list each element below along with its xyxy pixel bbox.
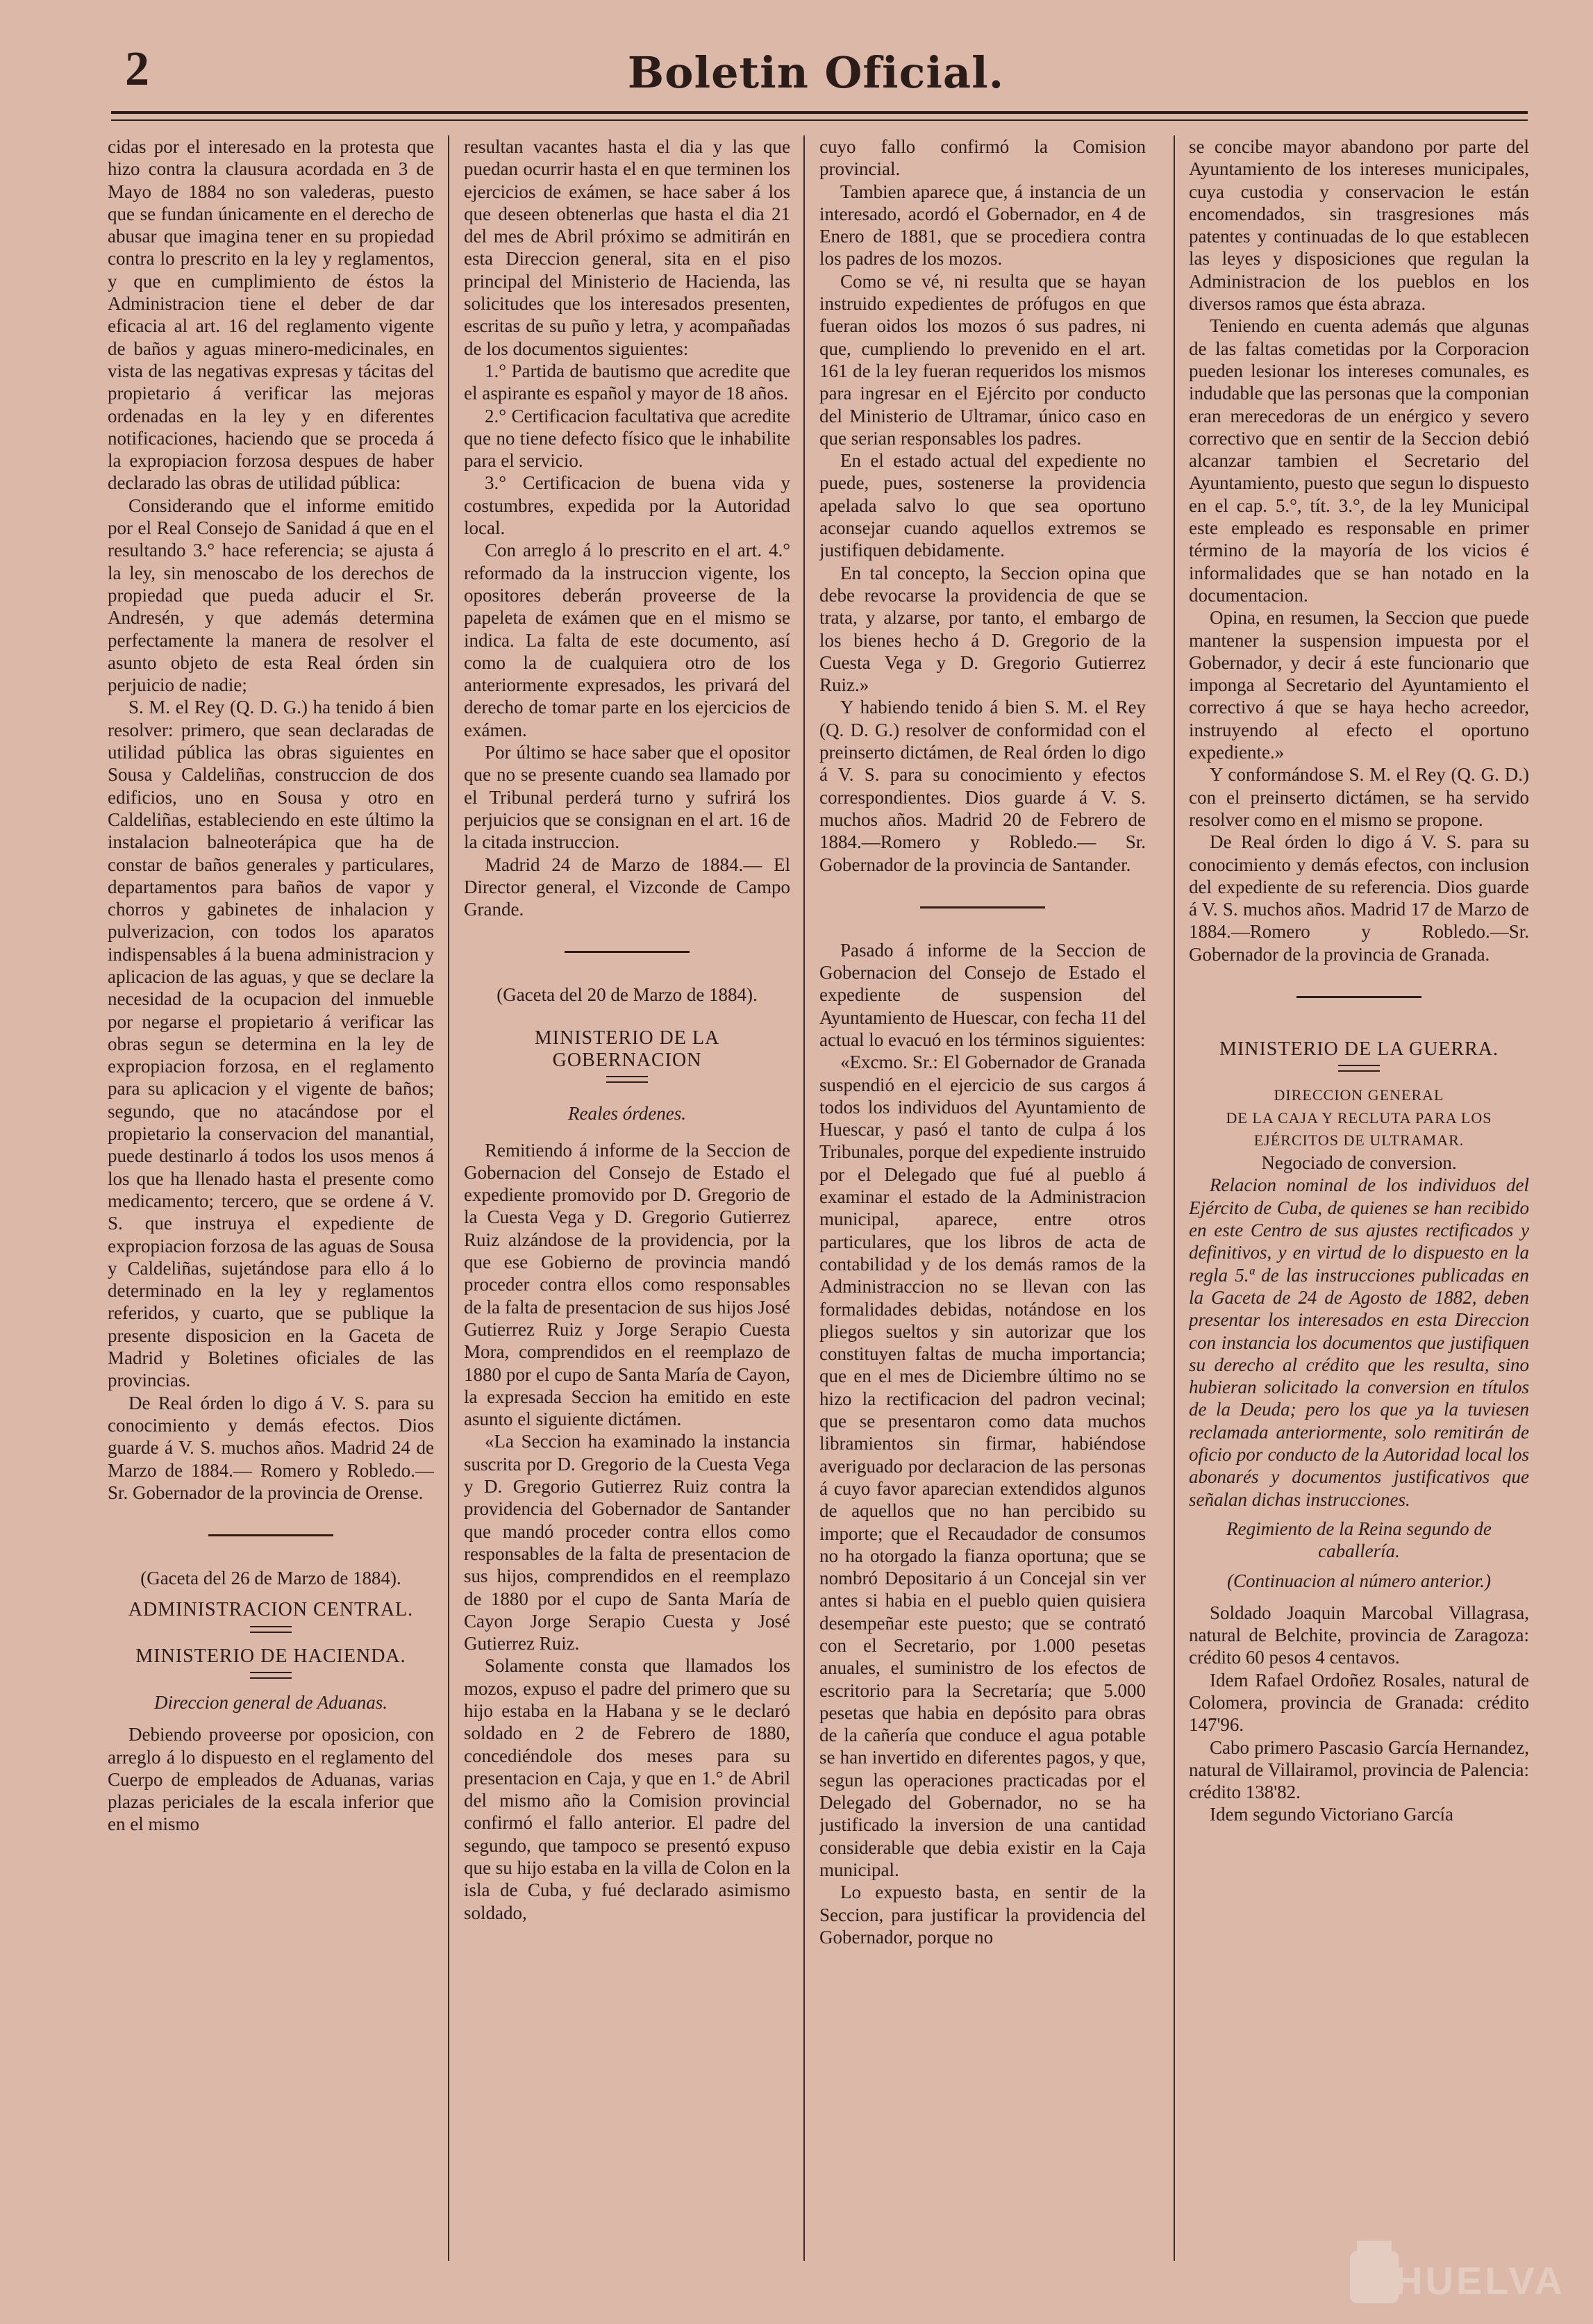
column-1 xyxy=(108,135,434,2247)
paragraph: Como se vé, ni resulta que se hayan instruido expedientes de prófugos en que fueran oidos los mozos ó sus padres, ni que, cumpliendo lo prevenido en el art. 161 de la ley fueran requeridos los mismos para ingresar en el Ejército por conducto del Ministerio de Ultramar, único caso en que serian responsables los padres. xyxy=(819,270,1146,449)
paragraph: Pasado á informe de la Seccion de Gobernacion del Consejo de Estado el expediente de suspension del Ayuntamiento de Huescar, con fecha 11 del actual lo evacuó en los términos siguientes: xyxy=(819,939,1146,1050)
archive-watermark xyxy=(1336,2234,1565,2310)
regiment-heading: Regimiento de la Reina segundo de caballería. xyxy=(1226,1518,1492,1562)
direction-heading: Direccion general de Aduanas. xyxy=(154,1692,387,1713)
section-rule xyxy=(208,1534,333,1536)
column-2 xyxy=(464,135,790,2247)
paragraph: 1.° Partida de bautismo que acredite que el aspirante es español y mayor de 18 años. xyxy=(464,360,790,404)
paragraph: 2.° Certificacion facultativa que acredite que no tiene defecto físico que le inhabilite para el servicio. xyxy=(464,405,790,472)
column-divider xyxy=(803,135,805,2261)
paragraph: En tal concepto, la Seccion opina que debe revocarse la providencia de que se trata, y alzarse, por tanto, el embargo de los bienes hecho á D. Gregorio de la Cuesta Vega y D. Gregorio Gutierrez Ruiz.» xyxy=(819,562,1146,696)
list-item: Cabo primero Pascasio García Hernandez, natural de Villairamol, provincia de Palencia: crédito 138'82. xyxy=(1189,1736,1529,1803)
column-4 xyxy=(1189,135,1529,2247)
direction-subheading: DE LA CAJA Y RECLUTA PARA LOS EJÉRCITOS DE ULTRAMAR. xyxy=(1226,1109,1492,1149)
section-rule xyxy=(250,1672,292,1679)
header-rule xyxy=(111,111,1528,121)
paragraph: Opina, en resumen, la Seccion que puede mantener la suspension impuesta por el Gobernador, y decir á este funcionario que imponga al Secretario del Ayuntamiento el correctivo á que se haya hecho acreedor, instruyendo al efecto el oportuno expediente.» xyxy=(1189,607,1529,763)
paragraph: cidas por el interesado en la protesta que hizo contra la clausura acordada en 3 de Mayo de 1884 no son valederas, puesto que se fundan únicamente en el derecho de abusar que imagina tener en su propiedad contra lo prescrito en la ley y reglamentos, y que en cumplimiento de éstos la Administracion tiene el deber de dar eficacia al art. 16 del reglamento vigente de baños y aguas minero-medicinales, en vista de las negativas expresas y tácitas del propietario á verificar las mejoras ordenadas en la ley y en diferentes notificaciones, haciendo que se proceda á la expropiacion forzosa despues de haber declarado las obras de utilidad pública: xyxy=(108,136,434,494)
paragraph: se concibe mayor abandono por parte del Ayuntamiento de los intereses municipales, cuya custodia y conservacion le están encomendados, sin trasgresiones más patentes y continuadas de lo que establecen las leyes y disposiciones que regulan la Administracion de los pueblos en los diversos ramos que ésta abraza. xyxy=(1189,136,1529,315)
paragraph: De Real órden lo digo á V. S. para su conocimiento y demás efectos. Dios guarde á V. S. muchos años. Madrid 24 de Marzo de 1884.— Romero y Robledo.—Sr. Gobernador de la provincia de Orense. xyxy=(108,1392,434,1503)
paragraph: «Excmo. Sr.: El Gobernador de Granada suspendió en el ejercicio de sus cargos á todos los individuos del Ayuntamiento de Huescar, y pasó el tanto de culpa á los Tribunales, porque del expediente instruido por el Delegado que fué al pueblo á examinar el estado de la Administracion municipal, aparece, entre otros particulares, que los libros de acta de contabilidad y de los demás ramos de la Administraccion no se llevan con las formalidades debidas, notándose en los pliegos sueltos y sin autorizar que los constituyen faltas de mucha importancia; que en el mes de Diciembre último no se hizo la rectificacion del padron vecinal; que se presentaron como data muchos libramientos sin firmar, habiéndose averiguado por declaracion de las personas á cuyo favor aparecian extendidos algunos de aquellos que no han percibido su importe; que el Recaudador de consumos no ha otorgado la fianza oportuna; que se nombró Depositario á un Concejal sin ver antes si habia en el pueblo quien quisiera desempeñar este puesto; que se contrató con el Secretario, por 1.000 pesetas anuales, el suministro de los efectos de escritorio para la Secretaría; que 5.000 pesetas que habia en depósito para obras de la cañería que conduce el agua potable se han invertido en diferentes pagos, y que, segun las operaciones practicadas por el Delegado del Gobernador, no se ha justificado la inversion de una cantidad considerable que debia existir en la Caja municipal. xyxy=(819,1052,1146,1880)
section-rule xyxy=(606,1076,648,1083)
subheading: Reales órdenes. xyxy=(568,1103,686,1124)
paragraph: Con arreglo á lo prescrito en el art. 4.° reformado da la instruccion vigente, los opositores deberán proveerse de la papeleta de exámen que en el mismo se indica. La falta de este documento, así como la de cualquiera otro de los anteriormente expresados, les privará del derecho de tomar parte en los ejercicios de exámen. xyxy=(464,540,790,740)
paragraph: Teniendo en cuenta además que algunas de las faltas cometidas por la Corporacion pueden lesionar los intereses comunales, es indudable que las personas que la componian eran merecedoras de un enérgico y severo correctivo que en sentir de la Seccion debió alcanzar tambien el Secretario del Ayuntamiento, puesto que segun lo dispuesto en el cap. 5.°, tít. 3.°, de la ley Municipal este empleado es responsable en primer término de la mayoría de los vicios é informalidades que se han notado en la documentacion. xyxy=(1189,315,1529,606)
paragraph: Remitiendo á informe de la Seccion de Gobernacion del Consejo de Estado el expediente promovido por D. Gregorio de la Cuesta Vega y D. Gregorio Gutierrez Ruiz alzándose de la providencia, por la que ese Gobierno de provincia mandó proceder contra ellos como responsables de la falta de presentacion de sus hijos José Gutierrez Ruiz y Jorge Serapio Cuesta Mora, comprendidos en el reemplazo de 1880 por el cupo de Santa María de Cayon, la expresada Seccion ha emitido en este asunto el siguiente dictámen. xyxy=(464,1139,790,1430)
relacion-paragraph: Relacion nominal de los individuos del Ejército de Cuba, de quienes se han recibido en este Centro de sus ajustes rectificados y definitivos, y en virtud de lo dispuesto en la regla 5.ª de las instrucciones publicadas en la Gaceta de 24 de Agosto de 1882, deben presentar los interesados en esta Direccion con instancia los documentos que justifiquen su derecho al crédito que les resulta, sino hubieran solicitado la conversion en títulos de la Deuda; pero los que ya la tuviesen reclamada anteriormente, solo remitirán de oficio por conducto de la Autoridad local los abonarés y documentos justificativos que señalan dichas instrucciones. xyxy=(1189,1175,1529,1510)
ministry-heading: MINISTERIO DE LA GUERRA. xyxy=(1219,1038,1499,1060)
section-rule xyxy=(920,906,1045,908)
column-divider xyxy=(448,135,449,2261)
direction-heading: DIRECCION GENERAL xyxy=(1274,1086,1444,1104)
paragraph: Por último se hace saber que el opositor que no se presente cuando sea llamado por el Tribunal perderá turno y sufrirá los perjuicios que se consignan en el art. 16 de la citada instruccion. xyxy=(464,742,790,853)
list-item: Soldado Joaquin Marcobal Villagrasa, natural de Belchite, provincia de Zaragoza: crédito 60 pesos 4 centavos. xyxy=(1189,1602,1529,1668)
ministry-heading: MINISTERIO DE HACIENDA. xyxy=(135,1645,406,1667)
negociado-heading: Negociado de conversion. xyxy=(1261,1152,1457,1174)
section-rule xyxy=(1338,1065,1380,1072)
ministry-heading: MINISTERIO DE LA GOBERNACION xyxy=(534,1027,720,1071)
paragraph: Considerando que el informe emitido por el Real Consejo de Sanidad á que en el resultando 3.° hace referencia; se ajusta á la ley, sin menoscabo de los derechos de propiedad que pueda aducir el Sr. Andresén, y que además determina perfectamente la manera de resolver el asunto objeto de esta Real órden sin perjuicio de nadie; xyxy=(108,495,434,696)
column-divider xyxy=(1174,135,1175,2261)
paragraph: Solamente consta que llamados los mozos, expuso el padre del primero que su hijo estaba en la Habana y se le declaró soldado en 2 de Febrero de 1880, concediéndole dos meses para su presentacion en Caja, y que en 1.° de Abril del mismo año la Comision provincial confirmó el fallo anterior. El padre del segundo, que tampoco se presentó expuso que su hijo estaba en la villa de Colon en la isla de Cuba, y fué declarado asimismo soldado, xyxy=(464,1655,790,1923)
gaceta-reference: (Gaceta del 20 de Marzo de 1884). xyxy=(497,984,758,1006)
watermark-text: HUELVA xyxy=(1394,2259,1565,2302)
column-3 xyxy=(819,135,1146,2247)
list-item: Idem segundo Victoriano García xyxy=(1210,1804,1454,1825)
paragraph: Y habiendo tenido á bien S. M. el Rey (Q. D. G.) resolver de conformidad con el preinserto dictámen, de Real órden lo digo á V. S. para su conocimiento y efectos correspondientes. Dios guarde á V. S. muchos años. Madrid 20 de Febrero de 1884.—Romero y Robledo.— Sr. Gobernador de la provincia de Santander. xyxy=(819,697,1146,875)
paragraph: «La Seccion ha examinado la instancia suscrita por D. Gregorio de la Cuesta Vega y D. Gregorio Gutierrez Ruiz contra la providencia del Gobernador de Santander que mandó proceder contra ellos como responsables de la falta de presentacion de sus hijos, comprendidos en el reemplazo de 1880 por el cupo de Santa María de Cayon Jorge Serapio Cuesta y José Gutierrez Ruiz. xyxy=(464,1431,790,1654)
section-heading: ADMINISTRACION CENTRAL. xyxy=(128,1599,414,1621)
paragraph: En el estado actual del expediente no puede, pues, sostenerse la providencia apelada salvo lo que sea oportuno aconsejar cuando aquellos extremos se justifiquen debidamente. xyxy=(819,450,1146,561)
page-header xyxy=(104,42,1528,104)
masthead-title: Boletin Oficial. xyxy=(627,47,1005,98)
paragraph: Y conformándose S. M. el Rey (Q. G. D.) con el preinserto dictámen, se ha servido resolver como en el mismo se propone. xyxy=(1189,764,1529,830)
paragraph: Lo expuesto basta, en sentir de la Seccion, para justificar la providencia del Gobernador, porque no xyxy=(819,1882,1146,1948)
paragraph: Debiendo proveerse por oposicion, con arreglo á lo dispuesto en el reglamento del Cuerpo de empleados de Aduanas, varias plazas periciales de la escala inferior que en el mismo xyxy=(108,1724,434,1835)
paragraph: resultan vacantes hasta el dia y las que puedan ocurrir hasta el en que terminen los ejercicios de exámen, se hace saber á los que deseen obtenerlas que hasta el dia 21 del mes de Abril próximo se admitirán en esta Direccion general, sita en el piso principal del Ministerio de Hacienda, las solicitudes que los interesados presenten, escritas de su puño y letra, y acompañadas de los documentos siguientes: xyxy=(464,136,790,359)
page-number: 2 xyxy=(125,42,149,96)
paragraph: De Real órden lo digo á V. S. para su conocimiento y demás efectos, con inclusion del expediente de su referencia. Dios guarde á V. S. muchos años. Madrid 17 de Marzo de 1884.—Romero y Robledo.—Sr. Gobernador de la provincia de Granada. xyxy=(1189,831,1529,965)
paragraph: Tambien aparece que, á instancia de un interesado, acordó el Gobernador, en 4 de Enero de 1881, que se procediera contra los padres de los mozos. xyxy=(819,181,1146,269)
gaceta-reference: (Gaceta del 26 de Marzo de 1884). xyxy=(140,1568,401,1589)
section-rule xyxy=(1296,996,1421,998)
continuation-note: (Continuacion al número anterior.) xyxy=(1227,1570,1491,1591)
list-item: Idem Rafael Ordoñez Rosales, natural de Colomera, provincia de Granada: crédito 147'96. xyxy=(1189,1669,1529,1736)
paragraph: Madrid 24 de Marzo de 1884.— El Director general, el Vizconde de Campo Grande. xyxy=(464,854,790,920)
paragraph: 3.° Certificacion de buena vida y costumbres, expedida por la Autoridad local. xyxy=(464,472,790,539)
section-rule xyxy=(250,1626,292,1633)
paragraph: cuyo fallo confirmó la Comision provincial. xyxy=(819,136,1146,180)
section-rule xyxy=(565,951,690,953)
paragraph: S. M. el Rey (Q. D. G.) ha tenido á bien resolver: primero, que sean declaradas de utilidad pública las obras siguientes en Sousa y Caldeliñas, construccion de dos edificios, uno en Sousa y otro en Caldeliñas, estableciendo en este último la instalacion balneoterápica que ha de constar de baños generales y particulares, departamentos para baños de vapor y chorros y gabinetes de inhalacion y pulverizacion, con todos los aparatos indispensables á la buena administracion y aplicacion de las aguas, y que se declare la necesidad de la ocupacion del inmueble por negarse el propietario á verificar las obras segun se determina en la ley de expropiacion forzosa, en el reglamento para su aplicacion y el vigente de baños; segundo, que no atacándose por el propietario la conservacion del manantial, puede destinarlo á todos los usos menos á los que ha llenado hasta el presente como medicamento; tercero, que se ordene á V. S. que instruya el expediente de expropiacion forzosa de las aguas de Sousa y Caldeliñas, sujetándose para ello á lo determinado en la ley y reglamentos referidos, y cuarto, que se publique la presente disposicion en la Gaceta de Madrid y Boletines oficiales de las provincias. xyxy=(108,697,434,1391)
